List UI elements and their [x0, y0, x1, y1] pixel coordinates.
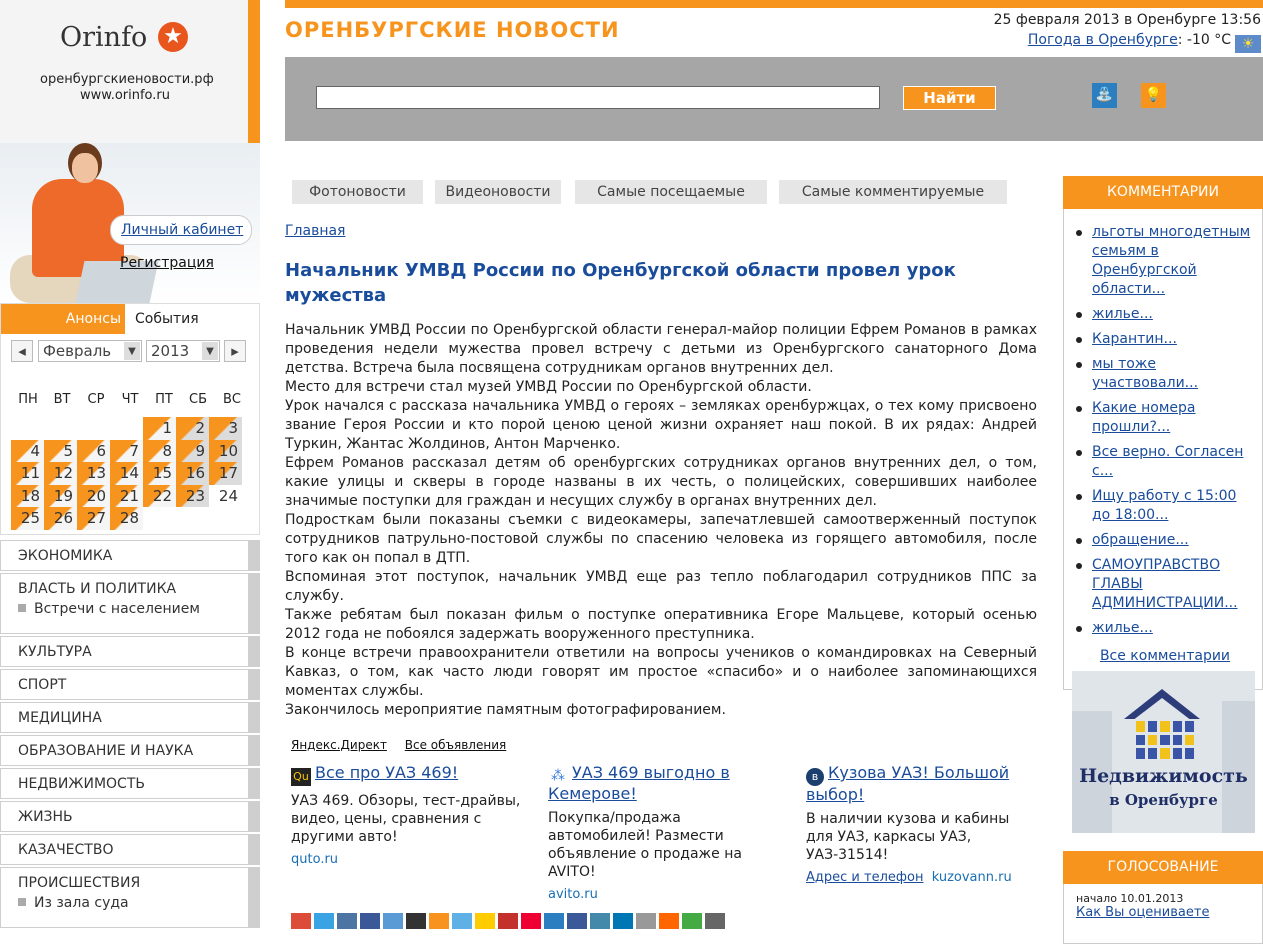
avito-icon: ⁂	[551, 768, 565, 784]
comment-item	[1074, 330, 1256, 349]
ad-domain[interactable]: quto.ru	[291, 852, 339, 867]
article-paragraph: Также ребятам был показан фильм о поступке оперативника Егоре Мальцеве, который осенью 2012 года не побоялся задержать вооруженного преступника.	[285, 607, 1037, 642]
weekday-label: ВТ	[53, 392, 71, 407]
menu-item[interactable]	[0, 768, 260, 799]
menu-item-label: ВЛАСТЬ И ПОЛИТИКА	[18, 581, 177, 597]
calendar-day[interactable]: 3	[209, 417, 242, 440]
weekday-header	[11, 392, 251, 407]
calendar-day[interactable]: 23	[176, 485, 209, 508]
weekday-label: СР	[87, 392, 105, 407]
ad-block	[548, 764, 778, 902]
news-tabs	[292, 180, 1007, 204]
menu-item[interactable]	[0, 834, 260, 865]
vote-title: ГОЛОСОВАНИЕ	[1063, 851, 1263, 884]
ad-contact-row	[806, 870, 1036, 885]
ad-text: В наличии кузова и кабины для УАЗ, каркасы УАЗ, УАЗ-31514!	[806, 811, 1010, 863]
bulb-icon[interactable]: 💡	[1141, 83, 1166, 108]
menu-subitem[interactable]: Из зала суда	[18, 894, 248, 912]
menu-item[interactable]	[0, 636, 260, 667]
ad-title-link[interactable]: Все про УАЗ 469!	[315, 763, 459, 782]
calendar-day[interactable]: 8	[143, 440, 176, 463]
weekday-label: ВС	[223, 392, 241, 407]
weather-info	[1028, 32, 1261, 53]
breadcrumb-home[interactable]: Главная	[285, 223, 346, 239]
comments-title: КОММЕНТАРИИ	[1063, 176, 1263, 209]
comment-link[interactable]: жилье...	[1092, 306, 1153, 322]
comment-link[interactable]: жилье...	[1092, 620, 1153, 636]
tab-most-commented[interactable]: Самые комментируемые	[779, 180, 1007, 204]
search-input[interactable]	[316, 86, 880, 109]
comment-item	[1074, 443, 1256, 481]
tab-photo-news[interactable]: Фотоновости	[292, 180, 423, 204]
calendar-day[interactable]: 12	[44, 462, 77, 485]
menu-item-label: СПОРТ	[18, 677, 67, 693]
calendar-day[interactable]: 24	[209, 485, 242, 508]
menu-item-label: ЖИЗНЬ	[18, 809, 73, 825]
weekday-label: ПН	[18, 392, 38, 407]
article-body	[285, 321, 1037, 720]
calendar-day[interactable]: 28	[110, 507, 143, 530]
menu-item-label: НЕДВИЖИМОСТЬ	[18, 776, 145, 792]
calendar-day[interactable]: 25	[11, 507, 44, 530]
quto-icon: Qu	[291, 768, 311, 786]
calendar-day[interactable]: 22	[143, 485, 176, 508]
all-ads-link[interactable]: Все объявления	[404, 738, 507, 752]
yandex-direct-link[interactable]: Яндекс.Директ	[291, 738, 387, 752]
category-menu	[0, 540, 260, 930]
month-value: Февраль	[43, 342, 112, 360]
comment-link[interactable]: обращение...	[1092, 532, 1189, 548]
comments-list	[1074, 223, 1256, 638]
weekday-label: ПТ	[155, 392, 173, 407]
ad-block	[806, 764, 1036, 885]
top-orange-bar	[285, 0, 1263, 8]
calendar-day[interactable]: 9	[176, 440, 209, 463]
comment-item	[1074, 487, 1256, 525]
calendar-day[interactable]: 20	[77, 485, 110, 508]
menu-item[interactable]	[0, 801, 260, 832]
left-column	[0, 0, 262, 927]
menu-item-label: ПРОИСШЕСТВИЯ	[18, 875, 141, 891]
comment-item	[1074, 556, 1256, 613]
chevron-down-icon: ▼	[202, 342, 218, 360]
comment-link[interactable]: Какие номера прошли?...	[1092, 400, 1196, 435]
sun-icon: ☀	[1235, 35, 1261, 53]
comment-link[interactable]: САМОУПРАВСТВО ГЛАВЫ АДМИНИСТРАЦИИ...	[1092, 557, 1238, 611]
comment-item	[1074, 531, 1256, 550]
comment-item	[1074, 305, 1256, 324]
logo-domain-ru: www.orinfo.ru	[80, 88, 171, 103]
menu-item[interactable]	[0, 735, 260, 766]
site-favicon-icon: в	[806, 768, 824, 786]
calendar-day[interactable]: 27	[77, 507, 110, 530]
calendar-day[interactable]: 14	[110, 462, 143, 485]
comment-link[interactable]: льготы многодетным семьям в Оренбургской области...	[1092, 224, 1251, 297]
article-paragraph: Вспоминая этот поступок, начальник УМВД еще раз тепло поблагодарил сотрудников ППС за службу.	[285, 569, 1037, 604]
menu-item-label: КАЗАЧЕСТВО	[18, 842, 114, 858]
calendar-day[interactable]: 2	[176, 417, 209, 440]
realty-banner[interactable]	[1072, 671, 1255, 833]
woman-photo	[72, 153, 98, 183]
article-paragraph: Начальник УМВД России по Оренбургской области генерал-майор полиции Ефрем Романов в рамках проведения недели мужества провел встречу с детьми из Оренбургского санаторного Дома детства. Встреча была посвящена сотрудникам органов внутренних дел.	[285, 322, 1037, 376]
article-paragraph: Подросткам были показаны съемки с видеокамеры, запечатлевшей самоотверженный поступок сотрудников патрульно-постовой службы по спасению человека из горящего автомобиля, после того как он попал в ДТП.	[285, 512, 1037, 566]
calendar-day[interactable]: 18	[11, 485, 44, 508]
vote-start: начало 10.01.2013	[1076, 892, 1184, 905]
register-link[interactable]: Регистрация	[120, 255, 214, 271]
comment-item	[1074, 223, 1256, 299]
article-paragraph: Ефрем Романов рассказал детям об оренбургских сотрудниках органов внутренних дел, о том, какие улицы и скверы в городе названы в их честь, о полицейских, совершивших наиболее значимые поступки для граждан и несущих службу в органах внутренних дел.	[285, 455, 1037, 509]
menu-item-label: МЕДИЦИНА	[18, 710, 102, 726]
vote-question-link[interactable]: Как Вы оцениваете	[1076, 905, 1210, 920]
events-calendar	[0, 303, 260, 535]
weekday-label: СБ	[189, 392, 207, 407]
comment-item	[1074, 399, 1256, 437]
comment-item	[1074, 355, 1256, 393]
year-value: 2013	[151, 342, 190, 360]
calendar-day[interactable]: 16	[176, 462, 209, 485]
tab-events[interactable]: События	[135, 311, 199, 327]
realty-line1: Недвижимость	[1079, 765, 1248, 787]
ad-block	[291, 764, 521, 867]
logo-brand: Orinfo	[56, 22, 151, 53]
calendar-day[interactable]: 15	[143, 462, 176, 485]
calendar-day[interactable]: 4	[11, 440, 44, 463]
prev-month-button[interactable]: ◂	[11, 340, 33, 362]
menu-item[interactable]	[0, 540, 260, 571]
cabinet-link[interactable]: Личный кабинет	[121, 222, 244, 238]
calendar-grid	[11, 417, 242, 530]
menu-subitem[interactable]: Встречи с населением	[18, 600, 248, 618]
calendar-day[interactable]: 10	[209, 440, 242, 463]
menu-item-label: КУЛЬТУРА	[18, 644, 92, 660]
calendar-day[interactable]: 19	[44, 485, 77, 508]
calendar-day[interactable]: 1	[143, 417, 176, 440]
chevron-down-icon: ▼	[124, 342, 140, 360]
cabinet-box	[110, 215, 252, 245]
search-button[interactable]: Найти	[903, 86, 996, 110]
comment-link[interactable]: Все верно. Согласен с...	[1092, 444, 1244, 479]
current-datetime: 25 февраля 2013 в Оренбурге 13:56	[993, 12, 1261, 28]
tab-announcements[interactable]: Анонсы	[1, 304, 125, 334]
logo-domain-rf: оренбургскиеновости.рф	[40, 72, 214, 87]
tab-most-visited[interactable]: Самые посещаемые	[575, 180, 767, 204]
menu-item-label: ОБРАЗОВАНИЕ И НАУКА	[18, 743, 194, 759]
search-bar	[285, 57, 1263, 141]
user-photo-area	[0, 143, 260, 303]
orange-stripe	[248, 0, 260, 143]
article-paragraph: В конце встречи правоохранители ответили на вопросы учеников о командировках на Северный Кавказ, о том, как часто люди говорят им простое «спасибо» и о наиболее запоминающихся моментах службы.	[285, 645, 1037, 699]
ad-title-link[interactable]: УАЗ 469 выгодно в Кемерове!	[548, 763, 730, 803]
vote-box	[1063, 851, 1263, 944]
calendar-day[interactable]: 5	[44, 440, 77, 463]
comment-link[interactable]: Карантин...	[1092, 331, 1177, 347]
realty-line2: в Оренбурге	[1109, 791, 1218, 809]
site-logo[interactable]	[0, 0, 248, 143]
tap-icon[interactable]: ⛲	[1092, 83, 1117, 108]
temperature: : -10 °C	[1177, 32, 1231, 48]
article-headline: Начальник УМВД России по Оренбургской области провел урок мужества	[285, 260, 956, 306]
menu-item[interactable]	[0, 867, 260, 928]
comment-link[interactable]: мы тоже участвовали...	[1092, 356, 1199, 391]
menu-item[interactable]	[0, 573, 260, 634]
ad-text: УАЗ 469. Обзоры, тест-драйвы, видео, цены, сравнения с другими авто!	[291, 793, 521, 845]
calendar-day[interactable]: 13	[77, 462, 110, 485]
month-select[interactable]	[38, 340, 142, 362]
ad-text: Покупка/продажа автомобилей! Размести объявление о продаже на AVITO!	[548, 810, 742, 880]
site-title[interactable]: ОРЕНБУРГСКИЕ НОВОСТИ	[285, 18, 620, 42]
weekday-label: ЧТ	[121, 392, 139, 407]
tab-video-news[interactable]: Видеоновости	[435, 180, 561, 204]
calendar-day[interactable]: 26	[44, 507, 77, 530]
article-paragraph: Урок начался с рассказа начальника УМВД о героях – земляках оренбуржцах, о тех кому присвоено звание Героя России и кто порой ценою ценой жизни охраняет наш покой. В их рядах: Андрей Туркин, Жантас Жолдинов, Антон Марченко.	[285, 398, 1037, 452]
comment-link[interactable]: Ищу работу с 15:00 до 18:00...	[1092, 488, 1237, 523]
ad-domain[interactable]: kuzovann.ru	[931, 870, 1012, 885]
ad-contact-link[interactable]: Адрес и телефон	[806, 870, 924, 885]
calendar-day[interactable]: 6	[77, 440, 110, 463]
article-paragraph: Место для встречи стал музей УМВД России по Оренбургской области.	[285, 379, 812, 395]
menu-item-label: ЭКОНОМИКА	[18, 548, 113, 564]
yandex-direct-header	[291, 738, 520, 752]
weather-link[interactable]: Погода в Оренбурге	[1027, 32, 1178, 48]
star-icon: ★	[158, 22, 188, 52]
all-comments-link[interactable]: Все комментарии	[1099, 648, 1231, 664]
right-column	[1063, 176, 1263, 690]
year-select[interactable]	[146, 340, 220, 362]
comments-box	[1063, 209, 1263, 690]
calendar-day[interactable]: 17	[209, 462, 242, 485]
ad-title-link[interactable]: Кузова УАЗ! Большой выбор!	[806, 763, 1010, 804]
article-paragraph: Закончилось мероприятие памятным фотографированием.	[285, 702, 726, 718]
menu-item[interactable]	[0, 702, 260, 733]
calendar-day[interactable]: 11	[11, 462, 44, 485]
calendar-day[interactable]: 7	[110, 440, 143, 463]
calendar-day[interactable]: 21	[110, 485, 143, 508]
ad-domain[interactable]: avito.ru	[548, 887, 598, 902]
next-month-button[interactable]: ▸	[224, 340, 246, 362]
comment-item	[1074, 619, 1256, 638]
menu-item[interactable]	[0, 669, 260, 700]
